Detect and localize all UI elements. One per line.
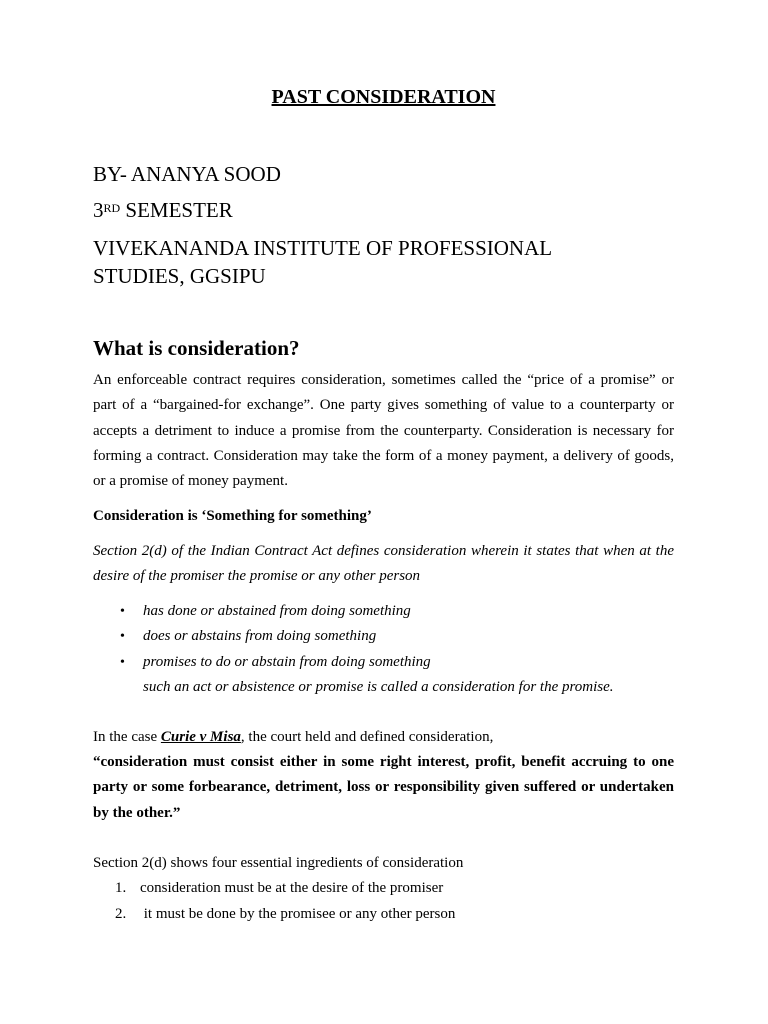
list-item-text: does or abstains from doing something — [143, 628, 377, 645]
section-heading: What is consideration? — [93, 336, 300, 360]
intro-paragraph: An enforceable contract requires consideration, sometimes called the “price of a promise” or part of a “bargained-for exchange”. One party gives something of value to a counterparty or accepts a detriment to induce a promise from the counterparty. Consideration is necessary for forming a contract. Consideration may take the form of a money payment, a delivery of goods, or a promise of money payment. — [93, 372, 674, 490]
semester-number: 3 — [93, 198, 104, 222]
list-item-text: has done or abstained from doing something — [143, 603, 411, 619]
semester-superscript: RD — [103, 201, 121, 215]
bullet-icon: • — [120, 629, 125, 645]
list-item — [120, 599, 431, 624]
list-item — [120, 624, 431, 649]
list-number: 1. — [115, 880, 127, 896]
case-prefix: In the case — [93, 729, 161, 745]
bullet-continuation: such an act or absistence or promise is called a consideration for the promise. — [143, 679, 614, 695]
semester-line — [93, 195, 233, 225]
subheading-something-for-something: Consideration is ‘Something for something’ — [93, 508, 372, 524]
bullet-icon: • — [120, 604, 125, 619]
list-item-text: promises to do or abstain from doing something — [143, 653, 431, 670]
semester-text: SEMESTER — [120, 198, 233, 222]
author-line: BY- ANANYA SOOD — [93, 162, 281, 186]
section-2d-paragraph: Section 2(d) of the Indian Contract Act defines consideration wherein it states that when at the desire of the promiser the promise or any other person — [93, 543, 674, 585]
list-item — [115, 902, 455, 928]
list-item — [115, 876, 455, 902]
ingredients-intro: Section 2(d) shows four essential ingredients of consideration — [93, 855, 464, 871]
list-number: 2. — [115, 905, 127, 922]
document-title: PAST CONSIDERATION — [271, 86, 496, 108]
list-item — [120, 650, 431, 675]
ingredients-list — [115, 876, 455, 927]
case-suffix: , the court held and defined consideration, — [240, 729, 494, 745]
case-paragraph — [93, 725, 674, 750]
case-quote: “consideration must consist either in some right interest, profit, benefit accruing to one party or some forbearance, detriment, loss or responsibility given suffered or undertaken by the other.” — [93, 754, 674, 821]
list-item-text: consideration must be at the desire of the promiser — [140, 880, 444, 896]
list-item-text: it must be done by the promisee or any other person — [140, 905, 456, 922]
institute-line-2: STUDIES, GGSIPU — [93, 264, 266, 288]
case-name: Curie v Misa — [160, 729, 241, 745]
institute-line-1: VIVEKANANDA INSTITUTE OF PROFESSIONAL — [93, 236, 553, 260]
bullet-list — [120, 599, 431, 675]
bullet-icon: • — [120, 654, 125, 670]
